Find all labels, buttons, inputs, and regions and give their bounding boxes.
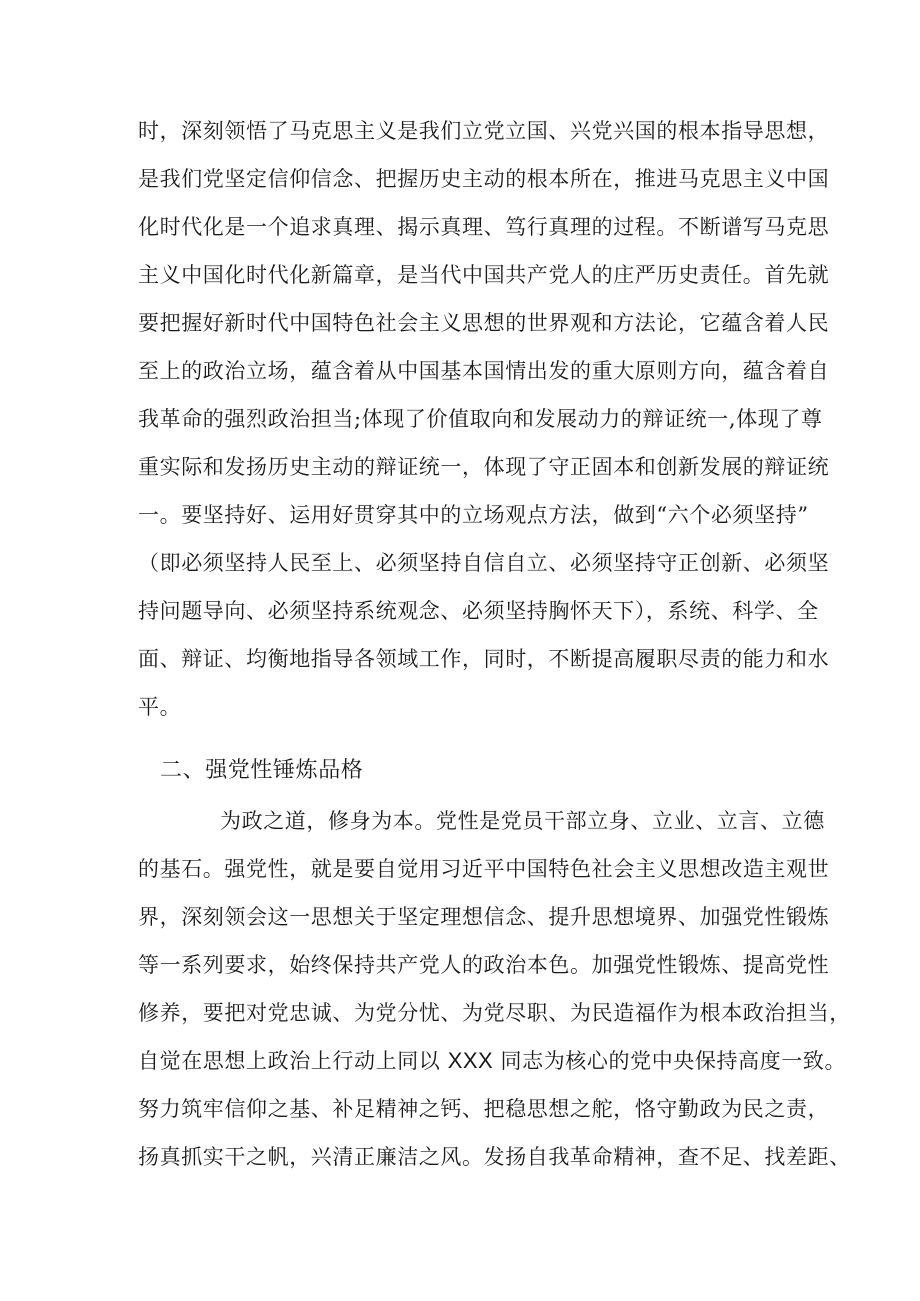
paragraph-line: 等一系列要求，始终保持共产党人的政治本色。加强党性锻炼、提高党性: [138, 953, 830, 977]
paragraph-line: 化时代化是一个追求真理、揭示真理、笃行真理的过程。不断谱写马克思: [138, 215, 830, 239]
name-placeholder: XXX: [447, 1048, 494, 1073]
paragraph-line: 修养，要把对党忠诚、为党分忧、为党尽职、为民造福作为根本政治担当，: [138, 1001, 851, 1025]
line-text-after: 同志为核心的党中央保持高度一致。: [500, 1049, 847, 1073]
paragraph-line: 主义中国化时代化新篇章，是当代中国共产党人的庄严历史责任。首先就: [138, 263, 830, 287]
paragraph-line: 界，深刻领会这一思想关于坚定理想信念、提升思想境界、加强党性锻炼: [138, 905, 830, 929]
paragraph-line: 的基石。强党性，就是要自觉用习近平中国特色社会主义思想改造主观世: [138, 857, 830, 881]
section-heading: 二、强党性锤炼品格: [160, 758, 364, 783]
paragraph-line: 平。: [138, 695, 182, 719]
paragraph-line: 要把握好新时代中国特色社会主义思想的世界观和方法论，它蕴含着人民: [138, 311, 830, 335]
paragraph-line: （即必须坚持人民至上、必须坚持自信自立、必须坚持守正创新、必须坚: [138, 551, 830, 575]
paragraph-line: 一。要坚持好、运用好贯穿其中的立场观点方法，做到“六个必须坚持”: [138, 503, 809, 527]
paragraph-line: 时，深刻领悟了马克思主义是我们立党立国、兴党兴国的根本指导思想，: [138, 119, 830, 143]
line-text-before: 自觉在思想上政治上行动上同以: [138, 1049, 441, 1073]
paragraph-line: 重实际和发扬历史主动的辩证统一，体现了守正固本和创新发展的辩证统: [138, 455, 830, 479]
paragraph-line: 至上的政治立场，蕴含着从中国基本国情出发的重大原则方向，蕴含着自: [138, 359, 830, 383]
paragraph-line: 是我们党坚定信仰信念、把握历史主动的根本所在，推进马克思主义中国: [138, 167, 830, 191]
paragraph-line: 努力筑牢信仰之基、补足精神之钙、把稳思想之舵，恪守勤政为民之责，: [138, 1097, 830, 1121]
paragraph-line: 为政之道，修身为本。党性是党员干部立身、立业、立言、立德: [220, 809, 825, 833]
paragraph-line: 面、辩证、均衡地指导各领域工作，同时，不断提高履职尽责的能力和水: [138, 647, 830, 671]
paragraph-line: 扬真抓实干之帆，兴清正廉洁之风。发扬自我革命精神，查不足、找差距、: [138, 1145, 851, 1169]
paragraph-line: 我革命的强烈政治担当;体现了价值取向和发展动力的辩证统一,体现了尊: [138, 407, 823, 431]
paragraph-line: 持问题导向、必须坚持系统观念、必须坚持胸怀天下），系统、科学、全: [138, 599, 819, 623]
paragraph-line: [138, 1046, 846, 1076]
